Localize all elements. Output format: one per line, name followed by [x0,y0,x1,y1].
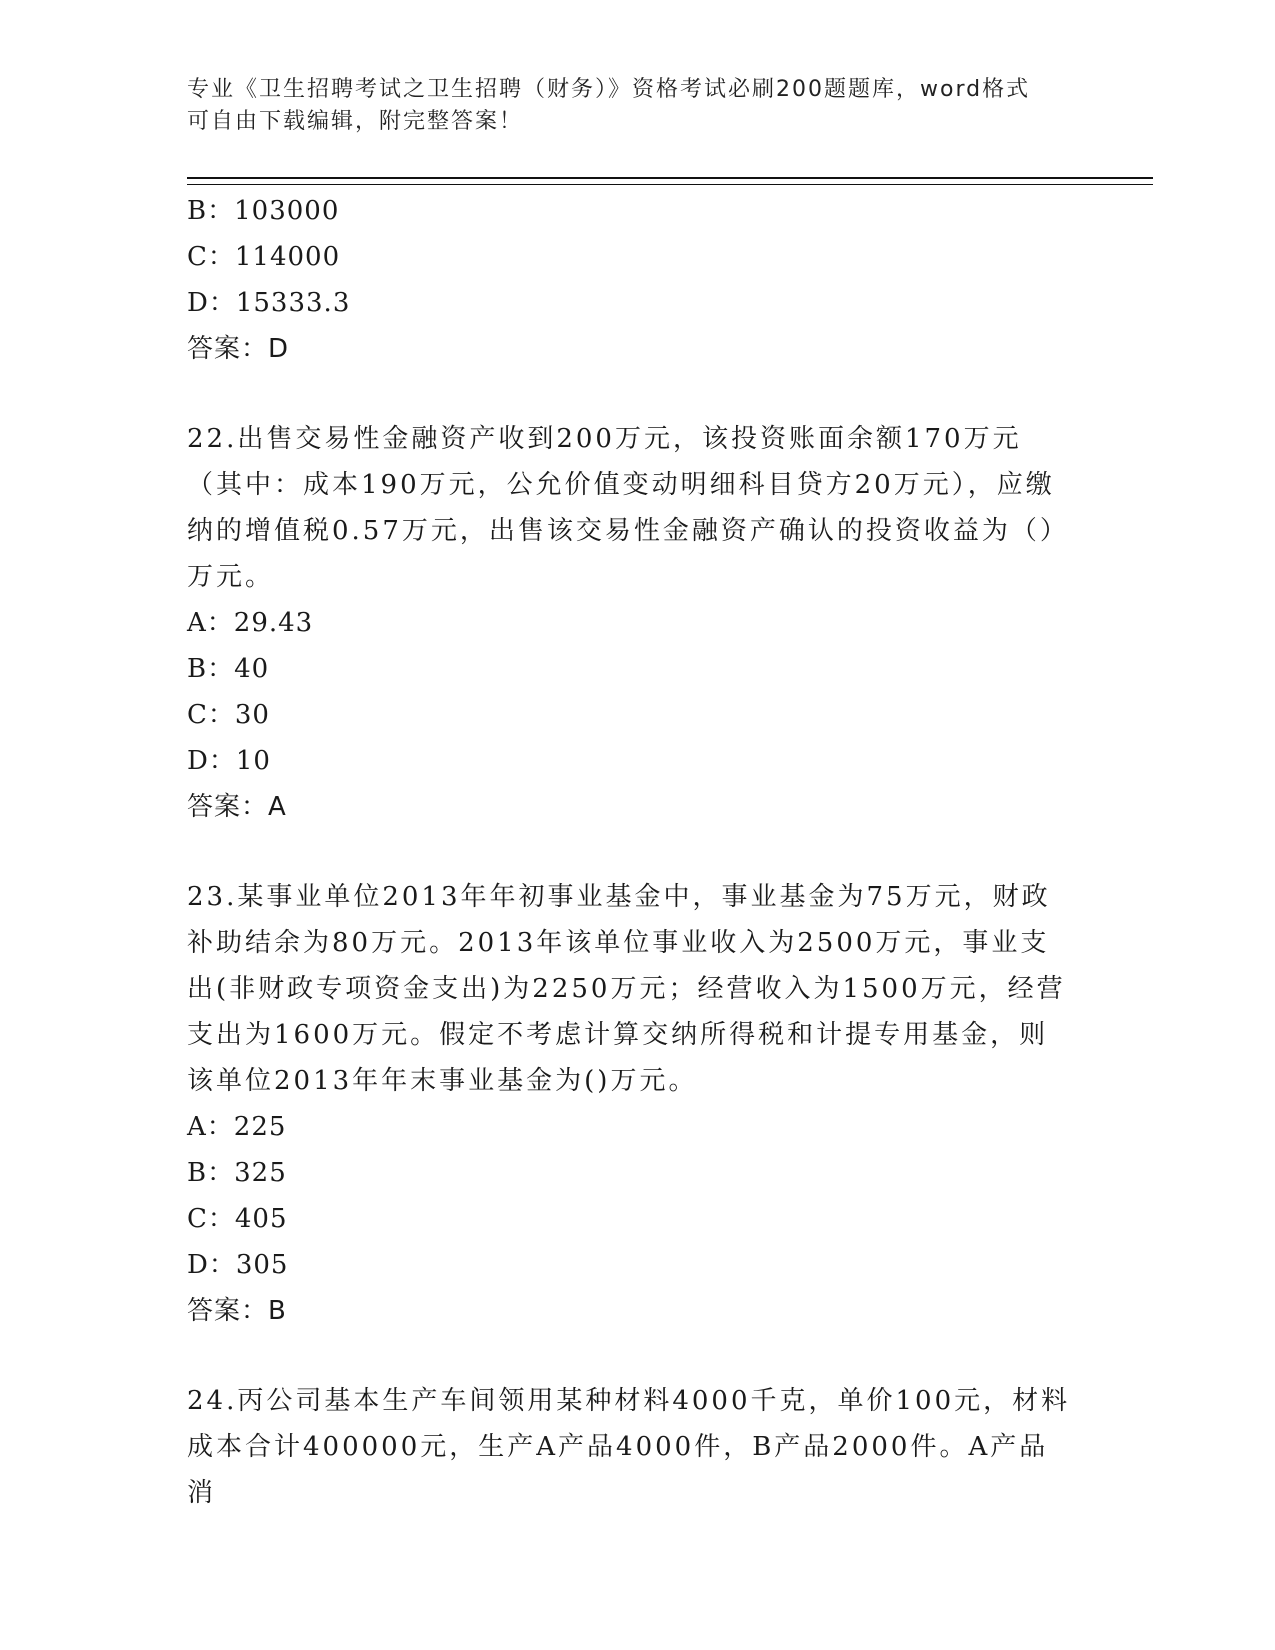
option-d: D：305 [187,1250,289,1280]
answer: 答案：D [187,334,290,364]
option-b: B：103000 [187,196,340,226]
document-body [187,188,1087,1516]
header-line-1: 专业《卫生招聘考试之卫生招聘（财务）》资格考试必刷200题题库，word格式 [187,77,1031,102]
option-c: C：405 [187,1204,288,1234]
option-a: A：225 [187,1112,287,1142]
question-23: 23.某事业单位2013年年初事业基金中，事业基金为75万元，财政补助结余为80万元。2013年该单位事业收入为2500万元，事业支出(非财政专项资金支出)为2250万元；经营收入为1500万元，经营支出为1600万元。假定不考虑计算交纳所得税和计提专用基金，则该单位2013年年末事业基金为()万元。 [187,882,1066,1096]
option-d: D：10 [187,746,271,776]
header-divider [187,177,1153,185]
option-b: B：325 [187,1158,287,1188]
option-c: C：30 [187,700,270,730]
option-d: D：15333.3 [187,288,351,318]
header-line-2: 可自由下载编辑，附完整答案！ [187,109,524,134]
option-a: A：29.43 [187,608,314,638]
answer: 答案：B [187,1296,287,1326]
option-c: C：114000 [187,242,341,272]
question-24: 24.丙公司基本生产车间领用某种材料4000千克，单价100元，材料成本合计400000元，生产A产品4000件，B产品2000件。A产品消 [187,1386,1071,1508]
answer: 答案：A [187,792,287,822]
question-22: 22.出售交易性金融资产收到200万元，该投资账面余额170万元（其中：成本190万元，公允价值变动明细科目贷方20万元），应缴纳的增值税0.57万元，出售该交易性金融资产确认的投资收益为（）万元。 [187,424,1069,592]
document-header [187,74,1067,138]
option-b: B：40 [187,654,270,684]
